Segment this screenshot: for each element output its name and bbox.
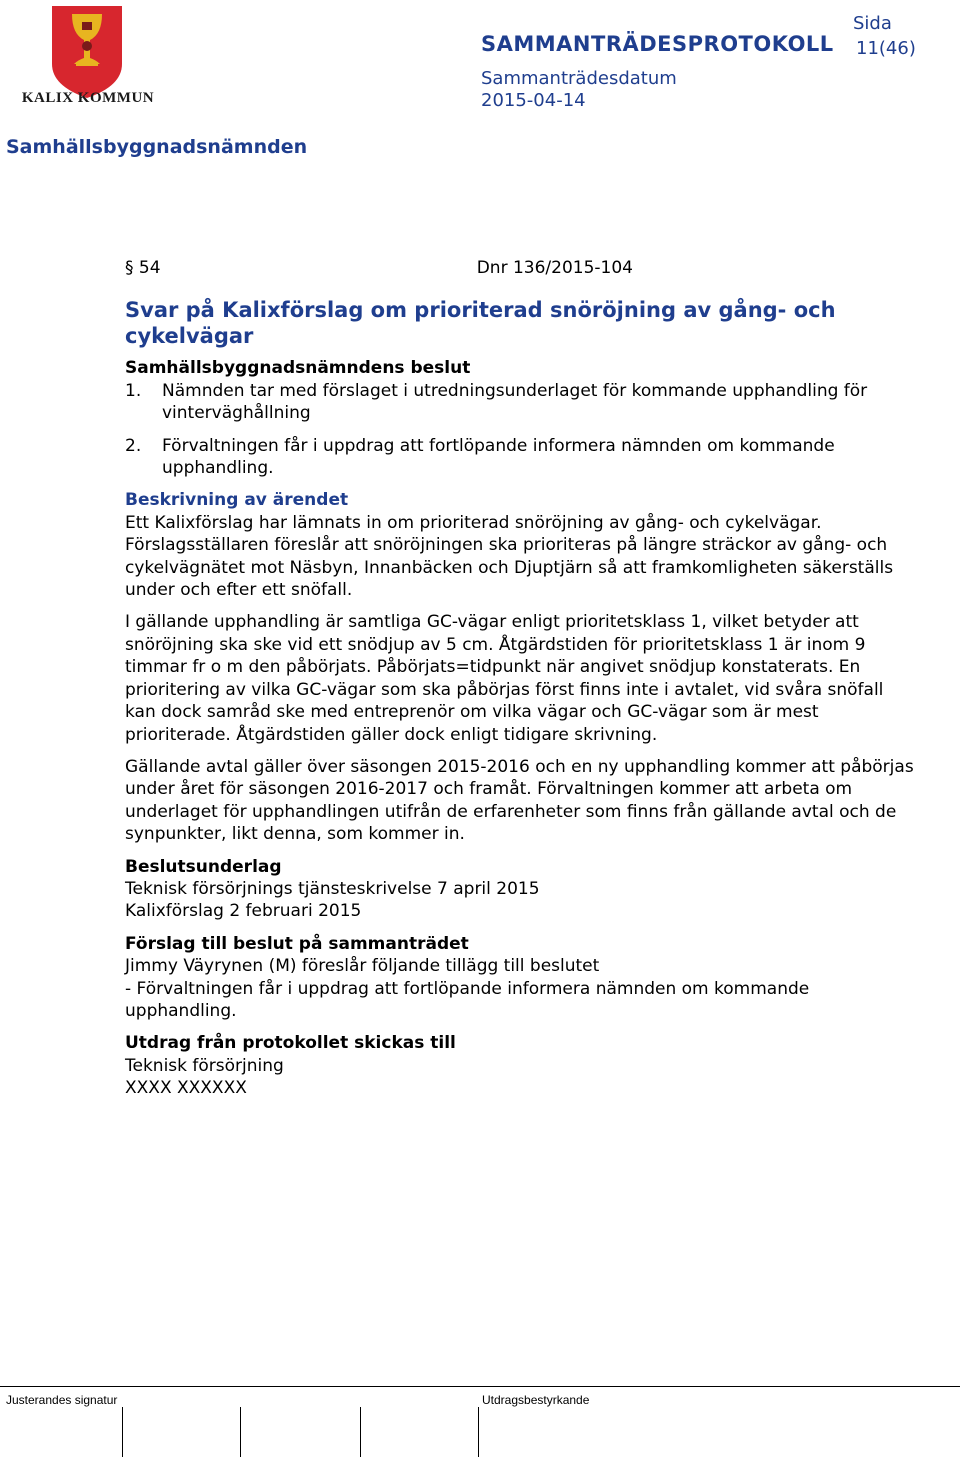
case-reference-row xyxy=(125,257,633,279)
signature-footer xyxy=(0,1386,960,1457)
signature-box-divider xyxy=(360,1407,361,1457)
description-paragraph: I gällande upphandling är samtliga GC-vägar enligt prioritetsklass 1, vilket betyder att snöröjning ska ske vid ett snödjup av 5 cm. Åtgärdstiden för prioritetsklass 1 är inom 9 timmar fr o m den påbörjats. Påbörjats=tidpunkt när angivet snödjup konstaterats. En prioritering av vilka GC-vägar som ska påbörjas först finns inte i avtalet, vid svåra snöfall kan dock samråd ske med entreprenör om vilka vägar och GC-vägar som är mest prioriterade. Åtgärdstiden gäller dock enligt tidigare skrivning. xyxy=(125,612,884,745)
signature-box-divider xyxy=(122,1407,123,1457)
decision-item-number: 1. xyxy=(125,380,142,401)
logo-wordmark: KALIX KOMMUN xyxy=(21,90,155,106)
proposal-section xyxy=(125,933,915,1023)
case-number: Dnr 136/2015-104 xyxy=(476,258,633,278)
description-heading: Beskrivning av ärendet xyxy=(125,490,349,511)
signature-box-divider xyxy=(478,1407,479,1457)
decision-basis-heading: Beslutsunderlag xyxy=(125,856,282,877)
meeting-date-label: Sammanträdesdatum xyxy=(481,68,677,89)
decision-item xyxy=(125,435,915,480)
signature-label: Justerandes signatur xyxy=(6,1393,118,1407)
decision-list xyxy=(125,380,915,480)
municipality-logo xyxy=(14,2,162,112)
distribution-recipient: Teknisk försörjning xyxy=(125,1055,284,1076)
decision-item-number: 2. xyxy=(125,435,142,456)
certification-label: Utdragsbestyrkande xyxy=(482,1393,590,1407)
description-paragraph: Gällande avtal gäller över säsongen 2015-2016 och en ny upphandling kommer att påbörjas under året för säsongen 2016-2017 och framåt. Förvaltningen kommer att arbeta om underlaget för upphandlingen utifrån de erfarenheter som finns från gällande avtal och de synpunkter, likt denna, som kommer in. xyxy=(125,756,914,845)
decision-basis-item: Teknisk försörjnings tjänsteskrivelse 7 april 2015 xyxy=(125,878,540,899)
case-title: Svar på Kalixförslag om prioriterad snöröjning av gång- och cykelvägar xyxy=(125,298,836,349)
decision-basis-section xyxy=(125,856,915,923)
page-number: 11(46) xyxy=(856,38,916,59)
description-paragraph: Ett Kalixförslag har lämnats in om prioriterad snöröjning av gång- och cykelvägar. Förslagsställaren föreslår att snöröjningen ska prioriteras på längre sträckor av gång- och cykelvägnätet mot Näsbyn, Innanbäcken och Djuptjärn så att framkomligheten säkerställs under och efter ett snöfall. xyxy=(125,512,894,601)
committee-name: Samhällsbyggnadsnämnden xyxy=(6,136,308,158)
decision-item-text: Förvaltningen får i uppdrag att fortlöpande informera nämnden om kommande upphandling. xyxy=(162,435,835,479)
paragraph-number: § 54 xyxy=(125,258,161,278)
meeting-date: 2015-04-14 xyxy=(481,90,586,111)
document-body xyxy=(125,257,915,1110)
page-label: Sida xyxy=(853,13,892,34)
decision-basis-item: Kalixförslag 2 februari 2015 xyxy=(125,901,362,922)
distribution-heading: Utdrag från protokollet skickas till xyxy=(125,1033,456,1054)
decision-item xyxy=(125,380,915,425)
decision-item-text: Nämnden tar med förslaget i utredningsunderlaget för kommande upphandling för vinterväghållning xyxy=(162,380,868,424)
distribution-recipient: XXXX XXXXXX xyxy=(125,1078,247,1099)
decision-heading: Samhällsbyggnadsnämndens beslut xyxy=(125,358,471,379)
proposal-line: Jimmy Väyrynen (M) föreslår följande tillägg till beslutet xyxy=(125,956,600,977)
distribution-section xyxy=(125,1032,915,1099)
signature-box-divider xyxy=(240,1407,241,1457)
proposal-line: - Förvaltningen får i uppdrag att fortlöpande informera nämnden om kommande upphandling. xyxy=(125,978,810,1021)
document-title: SAMMANTRÄDESPROTOKOLL xyxy=(481,32,834,56)
proposal-heading: Förslag till beslut på sammanträdet xyxy=(125,933,469,954)
